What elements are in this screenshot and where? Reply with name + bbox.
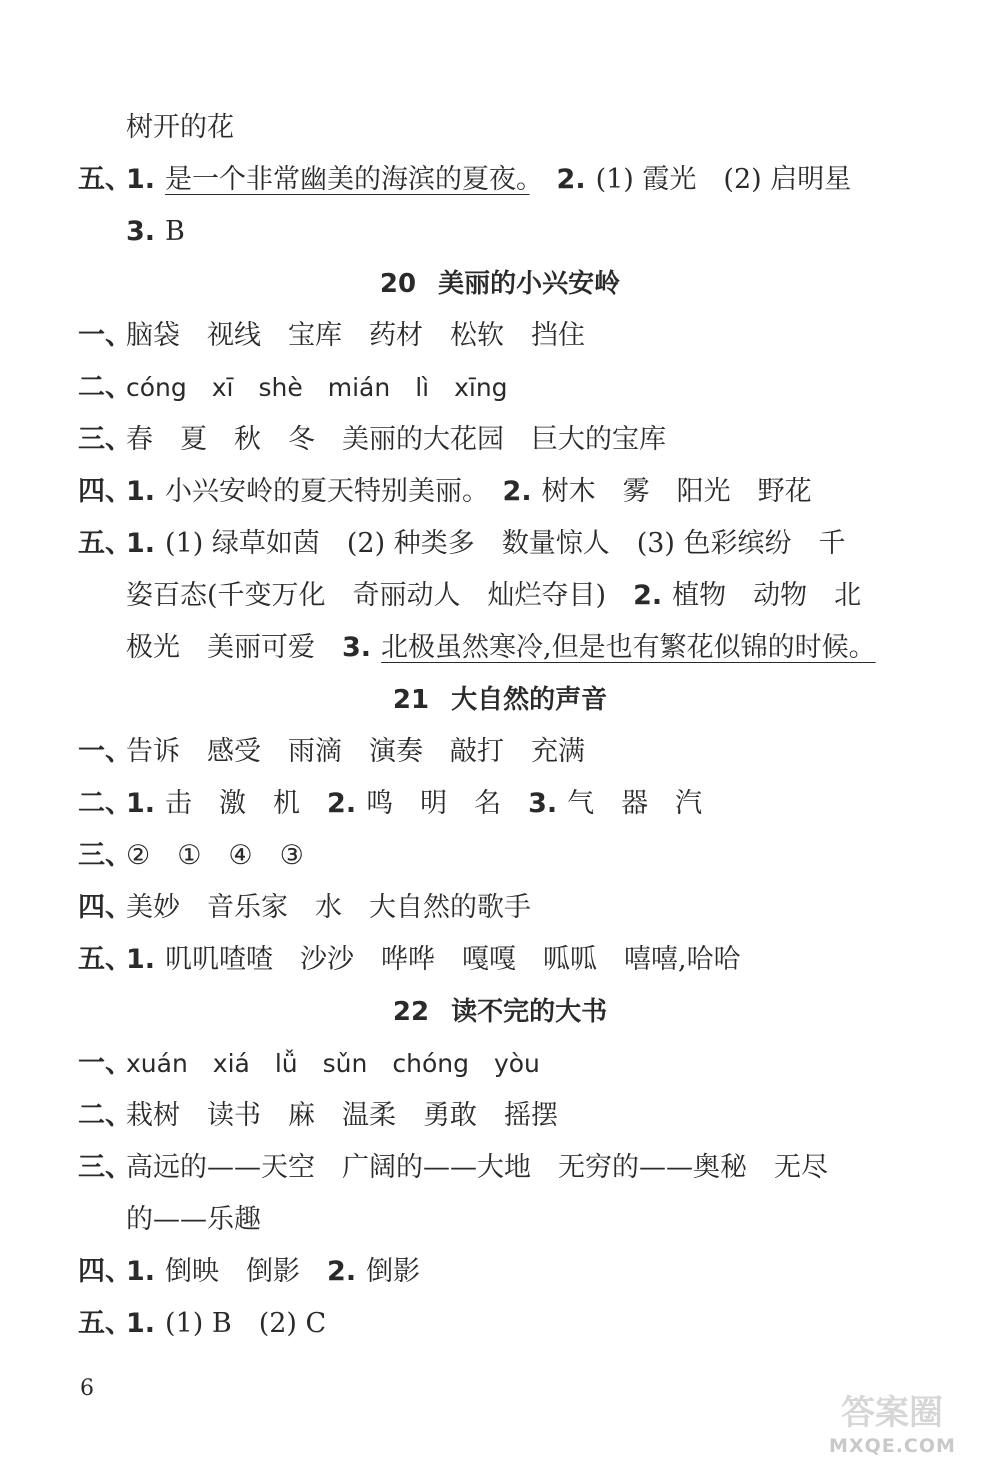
sub-number: 2. bbox=[556, 164, 586, 195]
question-number: 三、 bbox=[78, 424, 132, 455]
question-number: 三、 bbox=[78, 840, 132, 871]
answer-segment: 鸣 明 名 bbox=[366, 788, 529, 819]
watermark bbox=[800, 1393, 985, 1457]
question-number: 五、 bbox=[78, 944, 132, 975]
answer-text bbox=[126, 362, 508, 414]
question-number: 二、 bbox=[78, 1100, 132, 1131]
answer-line bbox=[0, 934, 1000, 986]
question-number: 四、 bbox=[78, 892, 132, 923]
answer-text bbox=[126, 934, 741, 986]
answer-text bbox=[126, 622, 876, 674]
answer-line bbox=[0, 466, 1000, 518]
question-number: 一、 bbox=[78, 320, 132, 351]
answer-text bbox=[126, 414, 666, 466]
section-title-text: 大自然的声音 bbox=[451, 685, 608, 715]
answer-segment: xuán xiá lǚ sǔn chóng yòu bbox=[126, 1049, 540, 1078]
answer-text bbox=[126, 518, 846, 570]
section-title bbox=[0, 674, 1000, 726]
answer-segment: 击 激 机 bbox=[165, 788, 328, 819]
page-number: 6 bbox=[80, 1376, 94, 1401]
answer-text bbox=[126, 830, 304, 882]
answer-segment: 倒影 bbox=[366, 1256, 421, 1287]
answer-text bbox=[126, 570, 861, 622]
answer-line bbox=[0, 1038, 1000, 1090]
answer-line bbox=[0, 362, 1000, 414]
answer-line bbox=[0, 882, 1000, 934]
answer-line bbox=[0, 1194, 1000, 1246]
sub-number: 2. bbox=[502, 476, 532, 507]
question-number: 一、 bbox=[78, 1048, 132, 1079]
answer-segment: (1) B (2) C bbox=[165, 1308, 327, 1339]
answer-line bbox=[0, 154, 1000, 206]
answer-segment: (1) 绿草如茵 (2) 种类多 数量惊人 (3) 色彩缤纷 千 bbox=[165, 528, 846, 559]
answer-line bbox=[0, 414, 1000, 466]
sub-number: 1. bbox=[126, 788, 156, 819]
answer-text bbox=[126, 1038, 540, 1090]
question-number: 五、 bbox=[78, 528, 132, 559]
answer-segment: B bbox=[165, 216, 185, 247]
section-title-text: 美丽的小兴安岭 bbox=[438, 269, 621, 299]
answer-line bbox=[0, 622, 1000, 674]
answer-text bbox=[126, 102, 234, 154]
sub-number: 1. bbox=[126, 1256, 156, 1287]
answer-segment: 气 器 汽 bbox=[567, 788, 703, 819]
section-title bbox=[0, 258, 1000, 310]
answer-text bbox=[126, 1194, 261, 1246]
answer-text bbox=[126, 778, 702, 830]
answer-segment: 叽叽喳喳 沙沙 哗哗 嘎嘎 呱呱 嘻嘻,哈哈 bbox=[165, 944, 741, 975]
answer-segment: 告诉 感受 雨滴 演奏 敲打 充满 bbox=[126, 736, 585, 767]
answer-line bbox=[0, 310, 1000, 362]
watermark-logo: 答案圈 bbox=[841, 1393, 943, 1433]
answer-text bbox=[126, 1298, 326, 1350]
question-number: 四、 bbox=[78, 1256, 132, 1287]
answer-line bbox=[0, 830, 1000, 882]
underlined-answer: 是一个非常幽美的海滨的夏夜。 bbox=[165, 164, 530, 195]
watermark-site: MXQE.COM bbox=[829, 1435, 956, 1457]
answer-line bbox=[0, 1142, 1000, 1194]
question-number: 一、 bbox=[78, 736, 132, 767]
answer-text bbox=[126, 1142, 828, 1194]
answer-segment bbox=[530, 164, 557, 195]
answer-segment: ② ① ④ ③ bbox=[126, 840, 304, 871]
section-title bbox=[0, 986, 1000, 1038]
sub-number: 2. bbox=[327, 788, 357, 819]
answer-text bbox=[126, 310, 585, 362]
answer-line bbox=[0, 518, 1000, 570]
answer-segment: 姿百态(千变万化 奇丽动人 灿烂夺目) bbox=[126, 580, 634, 611]
answer-text bbox=[126, 154, 851, 206]
sub-number: 3. bbox=[528, 788, 558, 819]
answer-segment: 栽树 读书 麻 温柔 勇敢 摇摆 bbox=[126, 1100, 558, 1131]
answer-text bbox=[126, 1246, 420, 1298]
answer-segment: 春 夏 秋 冬 美丽的大花园 巨大的宝库 bbox=[126, 424, 666, 455]
answer-line bbox=[0, 726, 1000, 778]
answer-line bbox=[0, 102, 1000, 154]
sub-number: 2. bbox=[327, 1256, 357, 1287]
answer-line bbox=[0, 1090, 1000, 1142]
section-number: 22 bbox=[392, 997, 430, 1027]
answer-text bbox=[126, 1090, 558, 1142]
question-number: 四、 bbox=[78, 476, 132, 507]
underlined-answer: 北极虽然寒冷,但是也有繁花似锦的时候。 bbox=[381, 632, 876, 663]
answer-segment: 极光 美丽可爱 bbox=[126, 632, 342, 663]
answer-line bbox=[0, 778, 1000, 830]
answer-segment: 树开的花 bbox=[126, 112, 234, 143]
answer-segment: cóng xī shè mián lì xīng bbox=[126, 373, 508, 402]
question-number: 五、 bbox=[78, 1308, 132, 1339]
sub-number: 1. bbox=[126, 1308, 156, 1339]
answer-text bbox=[126, 206, 185, 258]
answer-segment: (1) 霞光 (2) 启明星 bbox=[595, 164, 852, 195]
answer-text bbox=[126, 726, 585, 778]
answer-segment: 美妙 音乐家 水 大自然的歌手 bbox=[126, 892, 531, 923]
answer-segment: 植物 动物 北 bbox=[672, 580, 862, 611]
answer-line bbox=[0, 1298, 1000, 1350]
sub-number: 1. bbox=[126, 164, 156, 195]
answer-segment: 小兴安岭的夏天特别美丽。 bbox=[165, 476, 503, 507]
sub-number: 3. bbox=[126, 216, 156, 247]
section-number: 21 bbox=[392, 685, 430, 715]
answer-segment: 脑袋 视线 宝库 药材 松软 挡住 bbox=[126, 320, 585, 351]
sub-number: 1. bbox=[126, 528, 156, 559]
answer-segment: 的——乐趣 bbox=[126, 1204, 261, 1235]
sub-number: 3. bbox=[342, 632, 372, 663]
answer-line bbox=[0, 1246, 1000, 1298]
answer-segment: 树木 雾 阳光 野花 bbox=[541, 476, 812, 507]
question-number: 二、 bbox=[78, 372, 132, 403]
section-title-text: 读不完的大书 bbox=[451, 997, 608, 1027]
sub-number: 1. bbox=[126, 944, 156, 975]
question-number: 二、 bbox=[78, 788, 132, 819]
answer-line bbox=[0, 570, 1000, 622]
answer-segment: 倒映 倒影 bbox=[165, 1256, 328, 1287]
question-number: 五、 bbox=[78, 164, 132, 195]
question-number: 三、 bbox=[78, 1152, 132, 1183]
sub-number: 2. bbox=[633, 580, 663, 611]
answer-text bbox=[126, 882, 531, 934]
sub-number: 1. bbox=[126, 476, 156, 507]
answer-segment: 高远的——天空 广阔的——大地 无穷的——奥秘 无尽 bbox=[126, 1152, 828, 1183]
section-number: 20 bbox=[379, 269, 417, 299]
answer-line bbox=[0, 206, 1000, 258]
answer-text bbox=[126, 466, 812, 518]
